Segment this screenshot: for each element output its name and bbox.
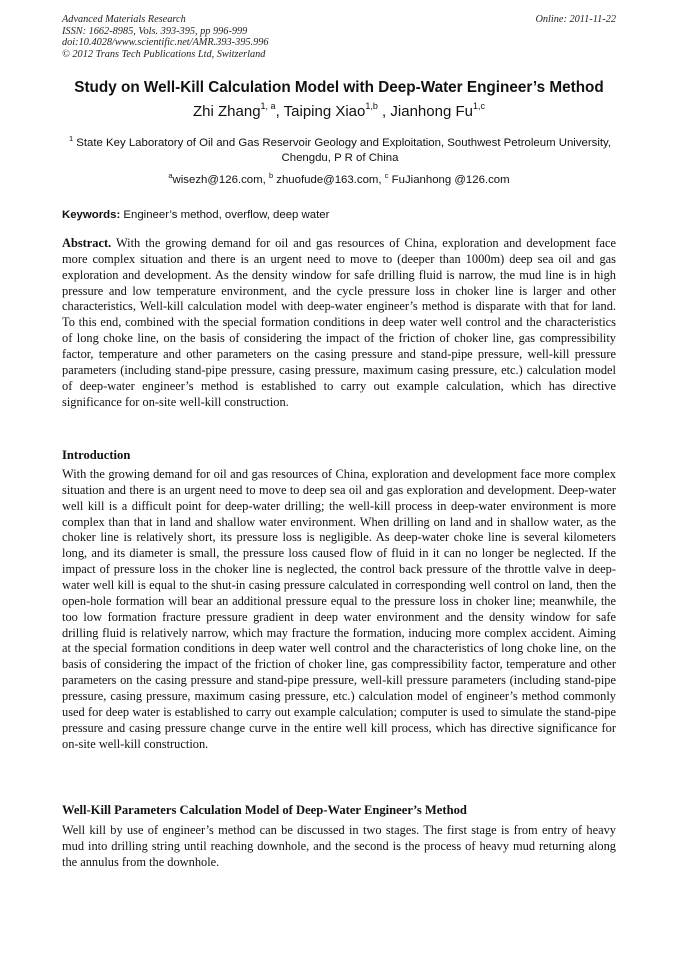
email-mark: a xyxy=(168,171,173,180)
issn-line: ISSN: 1662-8985, Vols. 393-395, pp 996-999 xyxy=(62,25,248,37)
email-address[interactable]: FuJianhong @126.com xyxy=(391,174,510,186)
model-section-heading: Well-Kill Parameters Calculation Model of Deep-Water Engineer’s Method xyxy=(62,803,467,817)
copyright-line: © 2012 Trans Tech Publications Ltd, Switzerland xyxy=(62,48,266,60)
email-address[interactable]: zhuofude@163.com, xyxy=(276,174,382,186)
author-name: Zhi Zhang xyxy=(193,103,261,120)
affiliation-text: State Key Laboratory of Oil and Gas Reservoir Geology and Exploitation, Southwest Petroleum University, Chengdu, P R of China xyxy=(76,137,612,164)
abstract xyxy=(62,236,616,410)
keywords-text: Engineer’s method, overflow, deep water xyxy=(123,209,330,221)
author-name: Taiping Xiao xyxy=(283,103,366,120)
introduction-heading: Introduction xyxy=(62,448,131,462)
introduction-text: With the growing demand for oil and gas resources of China, exploration and development face more complex situation and there is an urgent need to move to deep sea oil and gas exploration and development. Deep-water well kill is a difficult point for deep-water drilling; the well-kill process in deep-water environment is more complex than that in land and shallow water environment. When drilling on land and in shallow water, as the choker line is relatively short, its pressure loss is negligible. As deep-water choke line is several kilometers long, and its diameter is small, the pressure loss caused flow of fluid in it can no longer be neglected. If the impact of pressure loss in the choker line is neglected, the control back pressure of the throttle valve in deep-water well kill is equal to the shut-in casing pressure calculated in corresponding well control on land, then the open-hole formation will bear an additional pressure equal to the pressure loss in choker line; meanwhile, the too low formation fracture pressure gradient in deep water environment and the density window for safe drilling fluid is relatively narrow, which may fracture the formation, inducing more complex accident. Aiming at the special formation conditions in deep water well control and the characteristics of long choke line, on the basis of considering the impact of the friction of choker line, gas compressibility factor, temperature and other parameters on the casing pressure and stand-pipe pressure, well-kill pressure parameters (including stand-pipe pressure, casing pressure, maximum casing pressure, etc.) calculation model of engineer’s method commonly used for deep water is established to carry out example calculation; computer is used to simulate the stand-pipe pressure and casing pressure change curve in the entire well kill process, which has directive significance for on-site well-kill construction. xyxy=(62,467,616,751)
author-affiliation-mark: 1,c xyxy=(472,101,485,111)
paper-title: Study on Well-Kill Calculation Model with Deep-Water Engineer’s Method xyxy=(74,79,604,96)
email-mark: b xyxy=(268,171,274,180)
email-address[interactable]: wisezh@126.com, xyxy=(172,174,266,186)
journal-header xyxy=(62,14,616,60)
author-name: Jianhong Fu xyxy=(390,103,473,120)
email-list xyxy=(62,173,616,188)
affiliation-mark: 1 xyxy=(68,134,74,143)
abstract-text: With the growing demand for oil and gas resources of China, exploration and development face more complex situation and there is an urgent need to move to (deeper than 1000m) deep sea oil and gas exploration and development. As the density window for safe drilling fluid is narrow, the mud line is in high pressure and low temperature environment, and the cycle pressure loss in choker line is larger and other characteristics, Well-kill calculation model with deep-water engineer’s method is disparate with that for land. To this end, combined with the special formation conditions in deep water well control and the characteristics of long choke line, on the basis of considering the impact of the friction of choker line, gas compressibility factor, temperature and other parameters on the casing pressure and stand-pipe pressure, well-kill pressure parameters (including stand-pipe pressure, casing pressure, maximum casing pressure, etc.) calculation model of deep-water engineer’s method is established to carry out example calculation, which has directive significance for on-site well-kill construction. xyxy=(62,236,617,409)
doi-line: doi:10.4028/www.scientific.net/AMR.393-395.996 xyxy=(62,37,269,49)
affiliation xyxy=(68,136,612,166)
keywords-label: Keywords: xyxy=(62,209,121,221)
online-date: Online: 2011-11-22 xyxy=(535,14,616,25)
author-affiliation-mark: 1, a xyxy=(260,101,276,111)
abstract-label: Abstract. xyxy=(62,236,112,250)
model-section-text: Well kill by use of engineer’s method can be discussed in two stages. The first stage is from entry of heavy mud into drilling string until reaching downhole, and the second is the process of heavy mud returning along the annulus from the downhole. xyxy=(62,823,616,869)
email-mark: c xyxy=(384,171,389,180)
journal-name: Advanced Materials Research xyxy=(62,14,186,25)
author-list: Zhi Zhang$^{1, a}$, Taiping Xiao$^{1,b}$ , Jianhong Fu$^{1,c}$ xyxy=(193,101,485,120)
author-affiliation-mark: 1,b xyxy=(365,101,378,111)
keywords xyxy=(62,208,616,223)
